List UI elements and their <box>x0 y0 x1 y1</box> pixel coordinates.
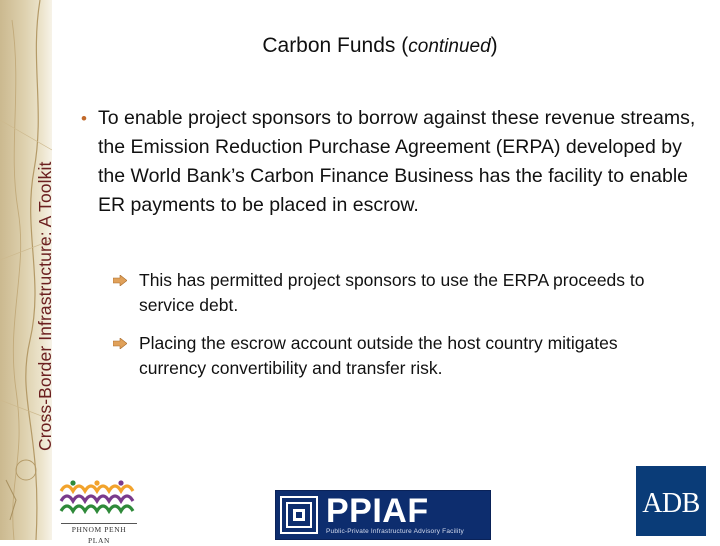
sidebar-toolkit-title: Cross-Border Infrastructure: A Toolkit <box>35 161 55 451</box>
phnom-penh-plan-caption: PHNOM PENH PLAN <box>61 523 137 535</box>
sub-bullet-1 <box>139 268 679 318</box>
bullet-dot-icon: • <box>81 109 87 128</box>
phnom-penh-plan-logo <box>57 477 137 545</box>
adb-logo <box>636 466 706 536</box>
ppiaf-emblem-icon <box>280 496 318 534</box>
arrow-bullet-icon <box>113 275 127 286</box>
adb-wordmark: ADB <box>642 488 700 519</box>
ppiaf-logo <box>275 490 491 540</box>
sub-bullet-text: Placing the escrow account outside the host country mitigates currency convertibility and transfer risk. <box>139 333 618 378</box>
sub-bullet-2 <box>139 331 679 381</box>
arrow-bullet-icon <box>113 338 127 349</box>
main-bullet <box>81 104 698 220</box>
ppiaf-tagline: Public-Private Infrastructure Advisory Facility <box>326 528 464 535</box>
sub-bullet-text: This has permitted project sponsors to use the ERPA proceeds to service debt. <box>139 270 645 315</box>
slide-title: Carbon Funds (continued) <box>262 34 498 57</box>
phnom-penh-plan-figures-icon <box>57 477 137 523</box>
main-bullet-text: To enable project sponsors to borrow against these revenue streams, the Emission Reduction Purchase Agreement (ERPA) developed by the World Bank’s Carbon Finance Business has the facility to enable ER payments to be placed in escrow. <box>98 107 696 216</box>
ppiaf-wordmark: PPIAF <box>326 492 429 530</box>
slide-title-continued: continued <box>408 36 491 57</box>
